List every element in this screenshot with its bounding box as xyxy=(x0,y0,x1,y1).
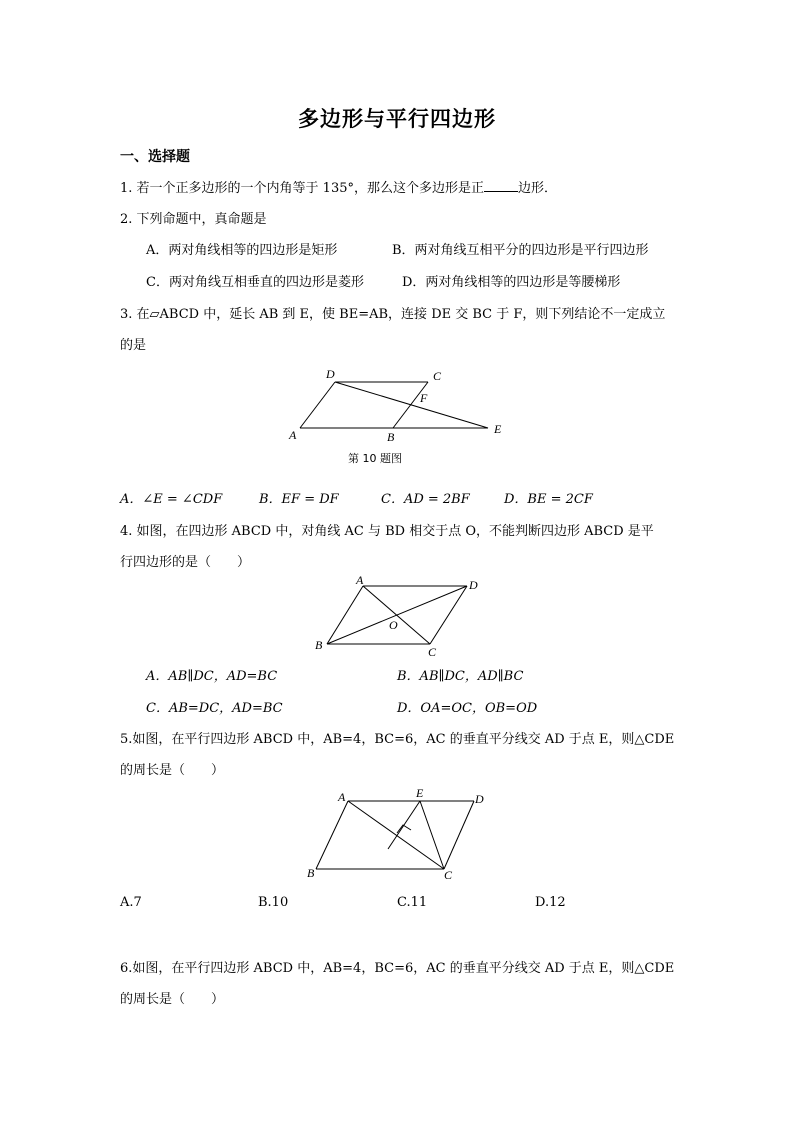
q3-label-d: D xyxy=(326,367,335,381)
question-1 xyxy=(120,177,557,196)
q5-option-d: D.12 xyxy=(535,895,566,910)
q3-figure-caption: 第 10 题图 xyxy=(348,452,402,465)
question-4-line-1: 4. 如图，在四边形 ABCD 中，对角线 AC 与 BD 相交于点 O，不能判断四边形 ABCD 是平 xyxy=(120,524,654,539)
question-5-line-2: 的周长是（ ） xyxy=(120,763,225,778)
question-6-line-1: 6.如图，在平行四边形 ABCD 中，AB=4，BC=6，AC 的垂直平分线交 AD 于点 E，则△CDE xyxy=(120,961,675,976)
question-3-line-1: 3. 在▱ABCD 中，延长 AB 到 E，使 BE=AB，连接 DE 交 BC 于 F，则下列结论不一定成立 xyxy=(120,307,666,322)
q4-option-a: A．AB∥DC，AD=BC xyxy=(146,669,278,684)
question-3-line-2: 的是 xyxy=(120,338,147,353)
section-heading: 一、选择题 xyxy=(120,149,190,165)
q3-parallelogram-figure xyxy=(280,362,520,450)
q2-option-b: B．两对角线互相平分的四边形是平行四边形 xyxy=(392,243,649,258)
q5-label-e: E xyxy=(416,786,424,800)
q5-label-b: B xyxy=(307,866,315,880)
q5-label-c: C xyxy=(444,868,453,882)
q1-blank xyxy=(484,180,518,192)
question-2-stem: 2. 下列命题中，真命题是 xyxy=(120,212,267,227)
q4-label-b: B xyxy=(315,638,323,652)
q3-label-e: E xyxy=(494,422,502,436)
q2-option-a: A．两对角线相等的四边形是矩形 xyxy=(146,243,338,258)
q4-option-c: C．AB=DC，AD=BC xyxy=(146,701,283,716)
q2-option-c: C．两对角线互相垂直的四边形是菱形 xyxy=(146,275,364,290)
q4-label-d: D xyxy=(469,578,478,592)
q2-option-d: D．两对角线相等的四边形是等腰梯形 xyxy=(402,275,621,290)
q5-label-a: A xyxy=(338,790,346,804)
q3-label-a: A xyxy=(289,428,297,442)
q3-label-b: B xyxy=(387,430,395,444)
q3-option-a: A．∠E = ∠CDF xyxy=(120,492,223,507)
q4-option-d: D．OA=OC，OB=OD xyxy=(397,701,538,716)
q4-label-o: O xyxy=(389,618,398,632)
q4-option-b: B．AB∥DC，AD∥BC xyxy=(397,669,524,684)
q4-label-c: C xyxy=(428,645,437,659)
question-4-line-2: 行四边形的是（ ） xyxy=(120,555,251,570)
q5-option-a: A.7 xyxy=(120,895,142,910)
q3-label-f: F xyxy=(420,391,428,405)
q5-option-c: C.11 xyxy=(397,895,428,910)
q5-label-d: D xyxy=(475,792,484,806)
q3-label-c: C xyxy=(433,369,442,383)
q5-option-b: B.10 xyxy=(258,895,289,910)
q1-text-end: 边形． xyxy=(517,181,557,196)
q3-option-b: B．EF = DF xyxy=(259,492,339,507)
q3-option-c: C．AD = 2BF xyxy=(381,492,470,507)
q4-quadrilateral-figure xyxy=(305,572,495,660)
q4-label-a: A xyxy=(356,573,364,587)
q1-text: 1. 若一个正多边形的一个内角等于 135°，那么这个多边形是正 xyxy=(120,181,484,196)
question-5-line-1: 5.如图，在平行四边形 ABCD 中，AB=4，BC=6，AC 的垂直平分线交 AD 于点 E，则△CDE xyxy=(120,732,675,747)
q5-parallelogram-figure xyxy=(300,785,500,885)
q3-option-d: D．BE = 2CF xyxy=(504,492,593,507)
page-title: 多边形与平行四边形 xyxy=(298,107,496,131)
question-6-line-2: 的周长是（ ） xyxy=(120,992,225,1007)
